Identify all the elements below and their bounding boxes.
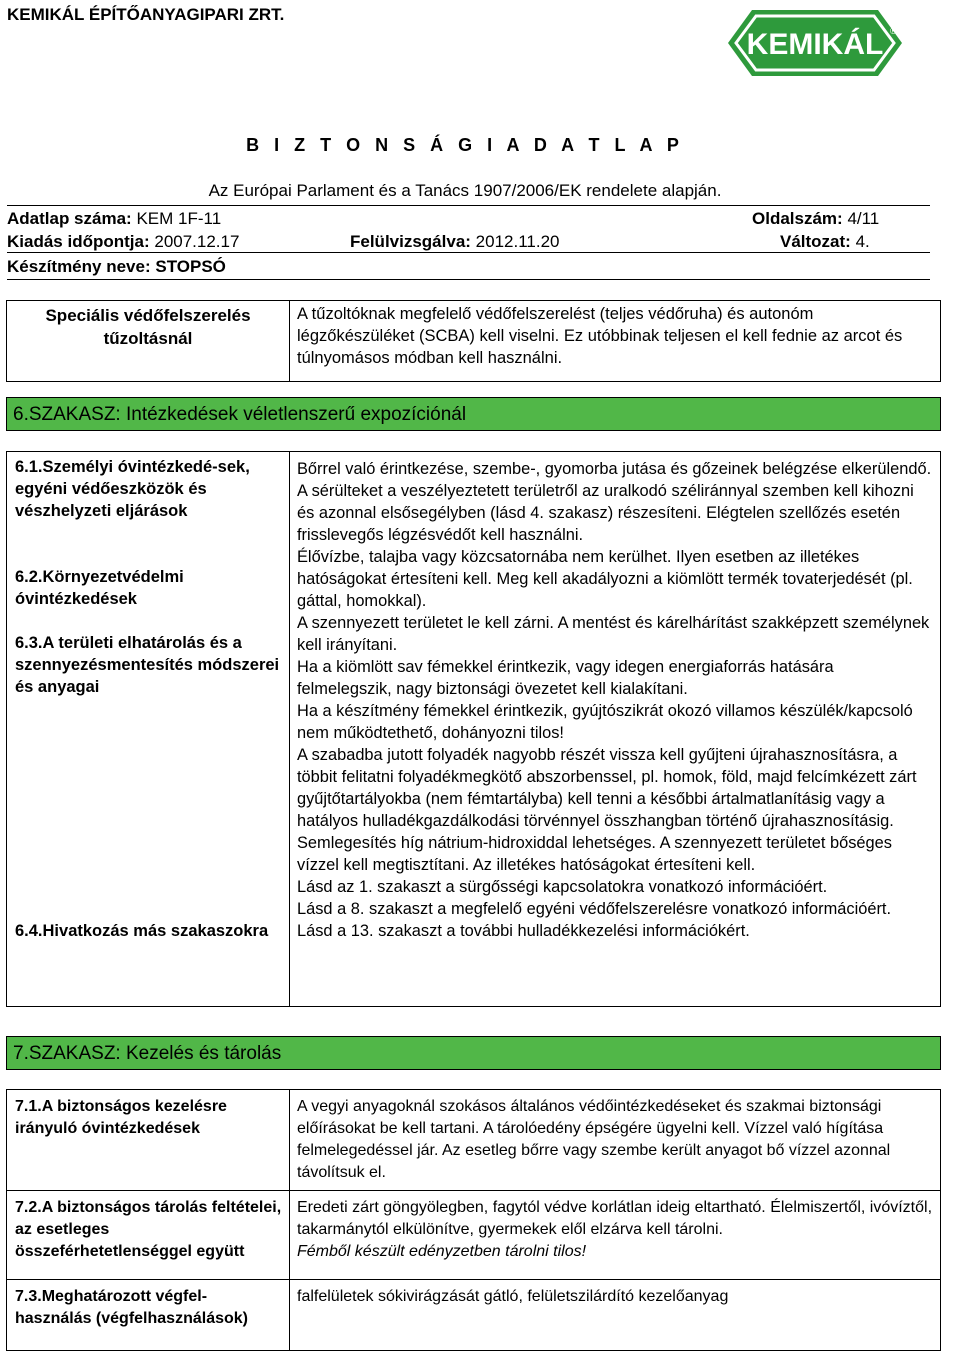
section-6-3-text-e: Semlegesítés híg nátrium-hidroxiddal lehetséges. A szennyezett területet bőséges vízzel kell megtisztítani. Az illetékes hatóságokat értesíteni kell. [297,834,892,874]
section-7-table [6,1089,941,1351]
section-6-3-text-b: Ha a kiömlött sav fémekkel érintkezik, vagy idegen energiaforrás hatására felmelegszik, nagy biztonsági övezetet kell kialakítani. [297,658,834,698]
sheet-number [7,209,221,229]
page-number-label: Oldalszám: [752,209,843,228]
section-7-1-text: A vegyi anyagoknál szokásos általános védőintézkedéseket és szakmai biztonsági előírásokat be kell tartani. A tárolóedény épségére ügyelni kell. Vízzel való hígítása felmelegedéssel jár. Az esetleg bőrre vagy szembe került anyagot bő vízzel azonnal távolítsuk el. [290,1090,941,1191]
header-divider-3 [7,279,930,280]
product-name [7,257,226,277]
section-7-2-warning: Fémből készült edényzetben tárolni tilos! [297,1243,587,1260]
section-7-2-content [290,1191,941,1280]
issue-date-value: 2007.12.17 [154,232,240,251]
section-6-content [290,452,941,1007]
issue-date-label: Kiadás időpontja: [7,232,150,251]
version-label: Változat: [780,232,851,251]
review-date [350,232,560,252]
firefighter-text: A tűzoltóknak megfelelő védőfelszerelést (teljes védőruha) és autonóm légzőkészüléket (SCBA) kell viselni. Ez utóbbinak teljesen el kell fednie az arcot és túlnyomásos módban kell használni. [290,301,941,382]
section-7-2-label: 7.2.A biztonságos tárolás feltételei, az esetleges összeférhetetlenséggel együtt [7,1191,290,1280]
section-6-title: 6.SZAKASZ: Intézkedések véletlenszerű expozíciónál [6,397,941,431]
section-7-title: 7.SZAKASZ: Kezelés és tárolás [6,1036,941,1070]
section-6-2-label: 6.2.Környezetvédelmi óvintézkedések [15,568,184,608]
section-6-4-text-b: Lásd a 8. szakaszt a megfelelő egyéni védőfelszerelésre vonatkozó információért. [297,900,892,918]
sheet-number-value: KEM 1F-11 [136,209,222,228]
section-6-3-text-c: Ha a készítmény fémekkel érintkezik, gyújtószikrát okozó villamos készülék/kapcsoló nem működtethető, dohányozni tilos! [297,702,913,742]
section-6-1-label: 6.1.Személyi óvintézkedé-sek, egyéni védőeszközök és vészhelyzeti eljárások [15,458,250,520]
section-6-4-text-c: Lásd a 13. szakaszt a további hulladékkezelési információkért. [297,922,750,940]
section-6-4-text-a: Lásd az 1. szakaszt a sürgősségi kapcsolatokra vonatkozó információért. [297,878,828,896]
company-name: KEMIKÁL ÉPÍTŐANYAGIPARI ZRT. [7,5,285,24]
page-number [752,209,879,229]
section-6-3-text-a: A szennyezett területet le kell zárni. A mentést és kárelhárítást szakképzett személynek kell irányítani. [297,614,930,654]
logo-text: KEMIKÁL [746,28,884,61]
header-divider-2 [7,252,930,253]
section-7-3-label: 7.3.Meghatározott végfel-használás (végfelhasználások) [7,1280,290,1351]
section-6-3-label: 6.3.A területi elhatárolás és a szennyezésmentesítés módszerei és anyagai [15,634,280,696]
product-name-value: STOPSÓ [155,257,226,276]
sheet-number-label: Adatlap száma: [7,209,132,228]
firefighter-label: Speciális védőfelszerelés tűzoltásnál [7,301,290,382]
issue-date [7,232,239,252]
review-date-value: 2012.11.20 [475,232,560,251]
header-divider [7,205,930,206]
svg-text:®: ® [890,26,897,36]
section-7-2-text: Eredeti zárt göngyölegben, fagytól védve korlátlan ideig eltartható. Élelmiszertől, ivóvíztől, takarmánytól elkülönítve, gyermekek elől elzárva kell tárolni. [297,1199,933,1238]
version-value: 4. [855,232,870,251]
section-6-4-label: 6.4.Hivatkozás más szakaszokra [15,922,269,940]
section-6-2-text: Élővízbe, talajba vagy közcsatornába nem kerülhet. Ilyen esetben az illetékes hatóságokat értesíteni kell. Meg kell akadályozni a kiömlött termék tovaterjedését (pl. gáttal, homokkal). [297,548,913,610]
section-7-1-label: 7.1.A biztonságos kezelésre irányuló óvintézkedések [7,1090,290,1191]
firefighter-table [6,300,941,382]
section-6-labels [7,452,290,1007]
version [780,232,870,252]
section-6-1-text: Bőrrel való érintkezése, szembe-, gyomorba jutása és gőzeinek belégzése elkerülendő. A sérülteket a veszélyeztetett területről az uralkodó széliránnyal szemben kell kihozni és azonnal elsősegélyben (lásd 4. szakasz) részesíteni. Elégtelen szellőzés esetén frisslevegős légzésvédőt kell használni. [297,460,932,544]
kemikal-logo [722,4,908,82]
section-6-3-text-d: A szabadba jutott folyadék nagyobb részét vissza kell gyűjteni újrahasznosításra, a többit felitatni folyadékmegkötő abszorbenssel, pl. homok, föld, majd felcímkézett zárt gyűjtőtartályokba (nem fémtartályba) kell tenni a későbbi ártalmatlanításig vagy a hatályos hulladékgazdálkodási törvénnyel összhangban történő újrahasznosításig. [297,746,917,830]
section-7-3-text: falfelületek sókivirágzását gátló, felületszilárdító kezelőanyag [290,1280,941,1351]
regulation-text: Az Európai Parlament és a Tanács 1907/2006/EK rendelete alapján. [208,181,722,200]
review-date-label: Felülvizsgálva: [350,232,471,251]
document-title: B I Z T O N S Á G I A D A T L A P [246,135,684,155]
product-name-label: Készítmény neve: [7,257,151,276]
section-6-table [6,451,941,1007]
page-number-value: 4/11 [847,209,880,228]
